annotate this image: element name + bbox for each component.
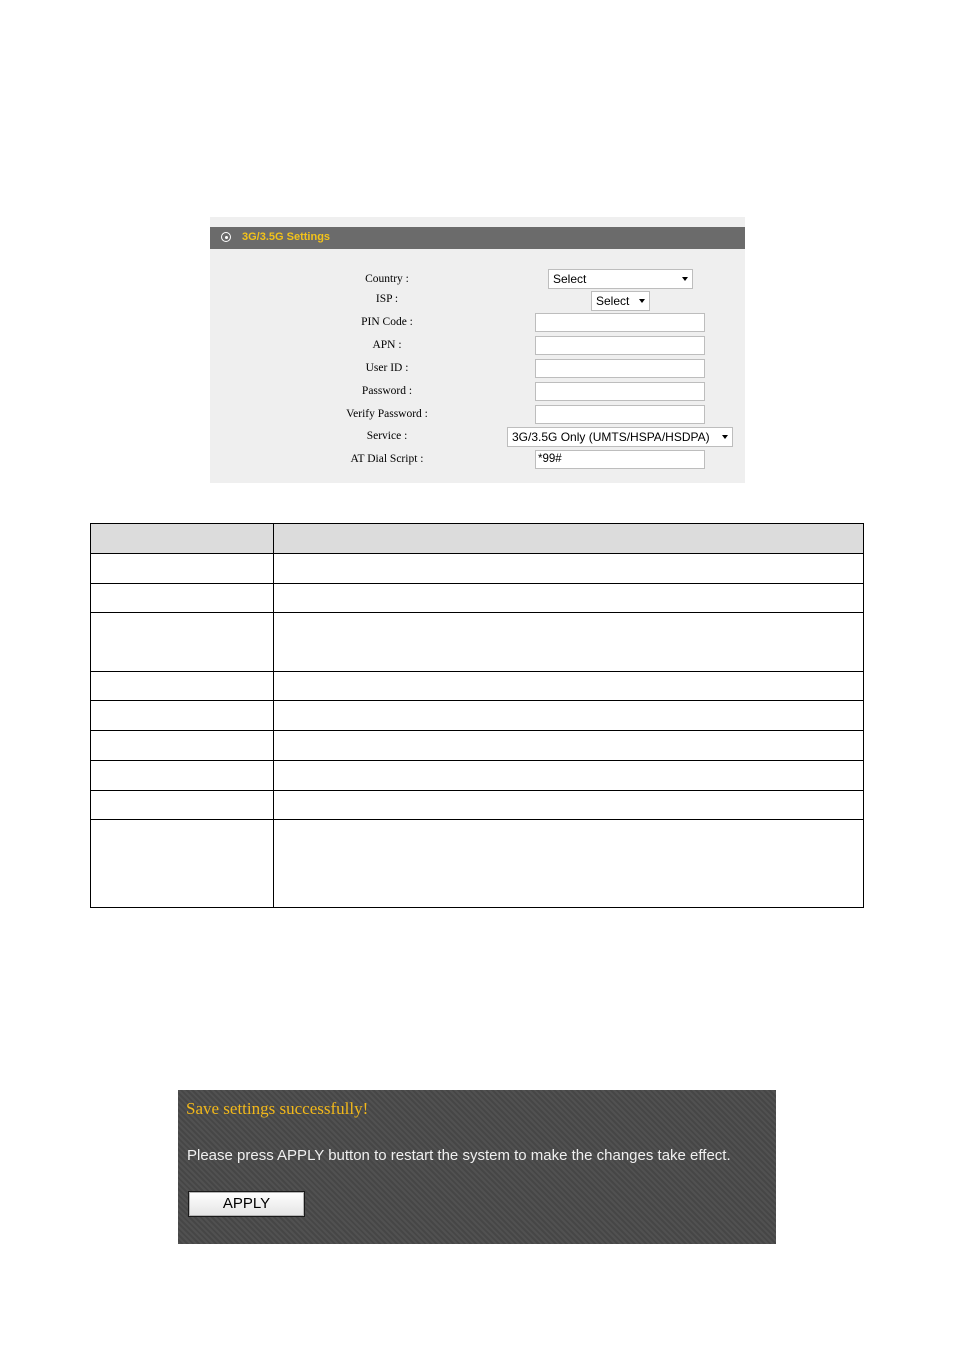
table-row <box>91 613 864 672</box>
table-row <box>91 731 864 761</box>
3g-settings-panel <box>210 217 745 483</box>
verify-password-input[interactable] <box>535 405 705 424</box>
table-cell <box>91 584 274 613</box>
country-select-value: Select <box>553 272 587 286</box>
table-cell <box>91 820 274 908</box>
user-id-input[interactable] <box>535 359 705 378</box>
table-row <box>91 584 864 613</box>
panel-header <box>210 227 745 249</box>
at-dial-script-input[interactable]: *99# <box>535 450 705 469</box>
verify-password-label: Verify Password : <box>346 408 428 420</box>
apply-button[interactable]: APPLY <box>188 1191 305 1217</box>
password-input[interactable] <box>535 382 705 401</box>
service-select[interactable] <box>507 427 733 447</box>
table-cell <box>274 791 864 820</box>
user-id-label: User ID : <box>365 362 409 374</box>
isp-label: ISP : <box>375 293 399 305</box>
radio-bullet-icon <box>221 232 231 242</box>
password-label: Password : <box>361 385 413 397</box>
table-header-cell <box>91 524 274 554</box>
apn-input[interactable] <box>535 336 705 355</box>
table-cell <box>91 731 274 761</box>
country-label: Country : <box>365 273 409 285</box>
description-table <box>90 523 864 908</box>
chevron-down-icon <box>722 435 728 439</box>
table-cell <box>91 672 274 701</box>
table-row <box>91 672 864 701</box>
table-cell <box>91 761 274 791</box>
apn-label: APN : <box>372 339 402 351</box>
table-cell <box>274 820 864 908</box>
table-cell <box>91 613 274 672</box>
table-cell <box>274 761 864 791</box>
table-cell <box>274 613 864 672</box>
dialog-title: Save settings successfully! <box>186 1099 369 1118</box>
at-dial-script-label: AT Dial Script : <box>350 453 424 465</box>
table-cell <box>274 554 864 584</box>
table-row <box>91 761 864 791</box>
table-cell <box>91 791 274 820</box>
table-row <box>91 820 864 908</box>
table-header-row <box>91 524 864 554</box>
table-header-cell <box>274 524 864 554</box>
table-row <box>91 701 864 731</box>
table-cell <box>274 701 864 731</box>
panel-title: 3G/3.5G Settings <box>242 231 331 243</box>
chevron-down-icon <box>682 277 688 281</box>
table-cell <box>274 731 864 761</box>
chevron-down-icon <box>639 299 645 303</box>
isp-select[interactable] <box>591 291 650 311</box>
table-cell <box>274 672 864 701</box>
dialog-message: Please press APPLY button to restart the system to make the changes take effect. <box>187 1147 731 1164</box>
table-cell <box>91 701 274 731</box>
service-select-value: 3G/3.5G Only (UMTS/HSPA/HSDPA) <box>512 430 710 444</box>
table-cell <box>91 554 274 584</box>
table-cell <box>274 584 864 613</box>
table-row <box>91 791 864 820</box>
isp-select-value: Select <box>596 294 630 308</box>
pin-code-input[interactable] <box>535 313 705 332</box>
save-success-dialog <box>178 1090 776 1244</box>
service-label: Service : <box>366 430 408 442</box>
pin-code-label: PIN Code : <box>361 316 413 328</box>
table-row <box>91 554 864 584</box>
country-select[interactable] <box>548 269 693 289</box>
